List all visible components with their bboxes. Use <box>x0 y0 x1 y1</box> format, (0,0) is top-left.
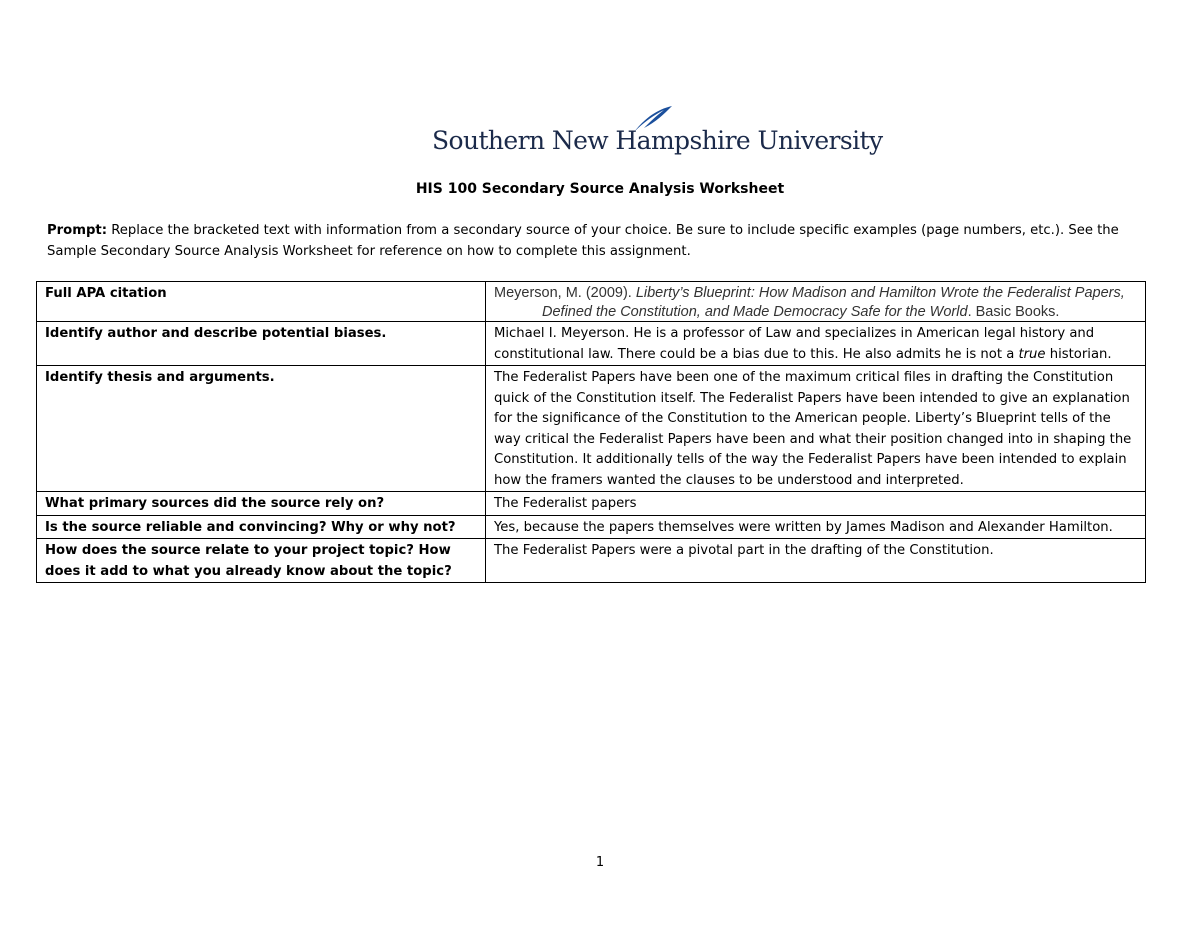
question-cell: Is the source reliable and convincing? Why or why not? <box>37 515 486 539</box>
table-row <box>37 282 1146 322</box>
university-logo <box>432 104 883 162</box>
apa-citation: Meyerson, M. (2009). Liberty’s Blueprint: How Madison and Hamilton Wrote the Federalist Papers, Defined the Constitution, and Made Democracy Safe for the World. Basic Books. <box>494 285 1125 320</box>
answer-cell <box>486 282 1146 322</box>
table-row <box>37 322 1146 366</box>
table-row <box>37 492 1146 516</box>
page-number: 1 <box>595 855 605 870</box>
question-cell: Identify author and describe potential biases. <box>37 322 486 366</box>
page-title: HIS 100 Secondary Source Analysis Worksheet <box>415 181 785 197</box>
citation-book-title: Liberty’s Blueprint: How Madison and Hamilton Wrote the Federalist Papers, Defined the Constitution, and Made Democracy Safe for the World <box>542 285 1125 320</box>
question-cell: How does the source relate to your project topic? How does it add to what you already know about the topic? <box>37 539 486 583</box>
question-cell: What primary sources did the source rely on? <box>37 492 486 516</box>
prompt-text: Replace the bracketed text with information from a secondary source of your choice. Be sure to include specific examples (page numbers, etc.). See the Sample Secondary Source Analysis Worksheet for reference on how to complete this assignment. <box>47 223 1119 259</box>
worksheet-table <box>36 281 1146 583</box>
answer-cell: Michael I. Meyerson. He is a professor of Law and specializes in American legal history and constitutional law. There could be a bias due to this. He also admits he is not a true historian. <box>486 322 1146 366</box>
question-cell: Full APA citation <box>37 282 486 322</box>
table-row <box>37 539 1146 583</box>
prompt-paragraph <box>47 220 1147 262</box>
question-cell: Identify thesis and arguments. <box>37 366 486 492</box>
answer-cell: The Federalist Papers were a pivotal part in the drafting of the Constitution. <box>486 539 1146 583</box>
answer-cell: The Federalist papers <box>486 492 1146 516</box>
answer-cell: Yes, because the papers themselves were written by James Madison and Alexander Hamilton. <box>486 515 1146 539</box>
emphasis-text: true <box>1018 346 1046 362</box>
answer-cell: The Federalist Papers have been one of the maximum critical files in drafting the Constitution quick of the Constitution itself. The Federalist Papers have been intended to give an explanation for the significance of the Constitution to the American people. Liberty’s Blueprint tells of the way critical the Federalist Papers have been and what their position changed into in shaping the Constitution. It additionally tells of the way the Federalist Papers have been intended to explain how the framers wanted the clauses to be understood and interpreted. <box>486 366 1146 492</box>
logo-text: Southern New Hampshire University <box>432 126 883 155</box>
prompt-label: Prompt: <box>47 223 107 238</box>
table-row <box>37 366 1146 492</box>
table-row <box>37 515 1146 539</box>
